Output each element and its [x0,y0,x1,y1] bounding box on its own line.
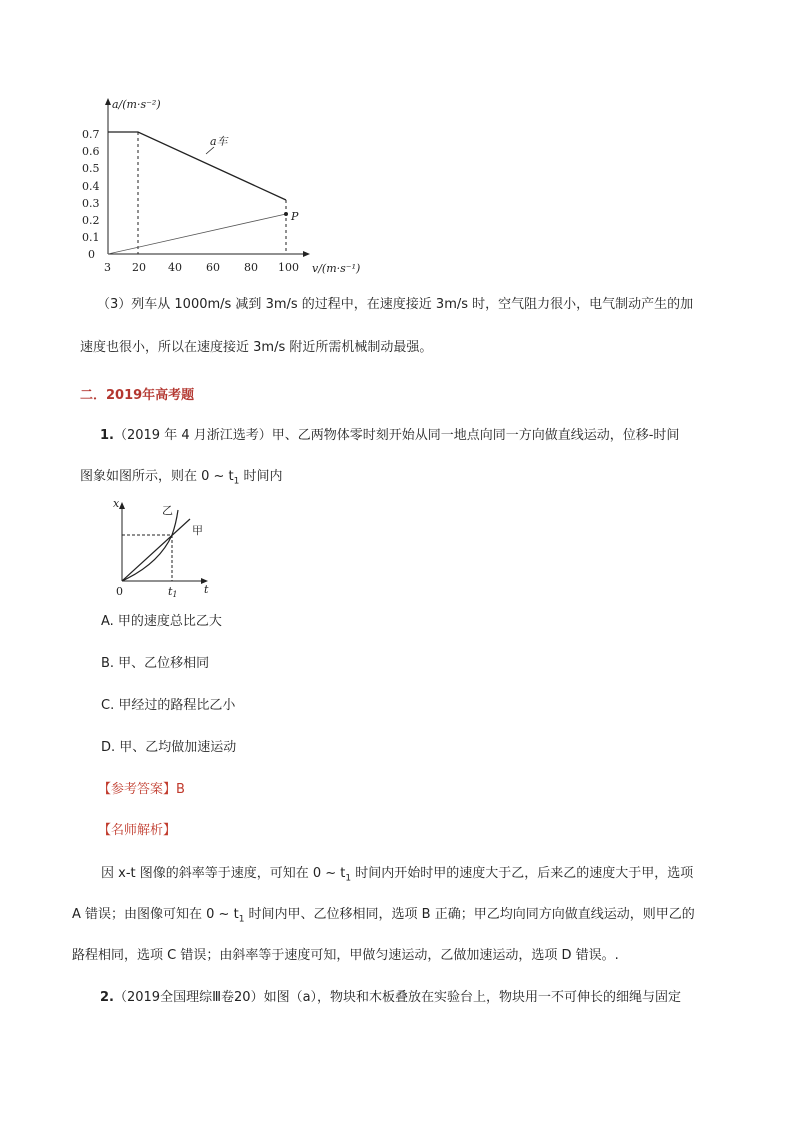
option-d: D. 甲、乙均做加速运动 [101,740,237,755]
analysis-line1 [101,864,693,889]
q1-stem-line2 [80,467,283,492]
analysis-line1-text: 因 x-t 图像的斜率等于速度，可知在 0 ~ t [101,866,346,881]
analysis-line3: 路程相同，选项 C 错误；由斜率等于速度可知，甲做匀速运动，乙做加速运动，选项 D 错误。. [72,948,619,963]
x-tick: 3 [104,261,111,274]
option-c: C. 甲经过的路程比乙小 [101,698,236,713]
y-axis-arrow [105,98,111,105]
analysis-line2-sub: 1 [238,914,245,925]
yi-curve [122,510,178,581]
analysis-line2-text: A 错误；由图像可知在 0 ~ t [72,907,239,922]
jia-line [122,519,190,581]
analysis-tag: 【名师解析】 [98,823,177,838]
y-tick: 0 [88,248,95,261]
analysis-line2 [72,905,695,930]
a-car-line [108,132,286,200]
para3-line1: （3）列车从 1000m/s 减到 3m/s 的过程中，在速度接近 3m/s 时，空气阻力很小，电气制动产生的加 [97,297,694,312]
point-p-label: P [291,210,299,223]
y-tick: 0.3 [82,197,100,210]
x-tick: 20 [132,261,146,274]
option-b: B. 甲、乙位移相同 [101,656,210,671]
x-axis-arrow [303,251,310,257]
analysis-line2-tail: 时间内甲、乙位移相同，选项 B 正确；甲乙均向同方向做直线运动，则甲乙的 [244,907,695,922]
x-label: x [113,497,120,510]
x-tick: 80 [244,261,258,274]
position-time-figure [104,494,224,602]
answer-value: B [176,782,185,797]
x-tick: 60 [206,261,220,274]
x-tick: 100 [278,261,299,274]
y-axis-label: a/(m·s⁻²) [112,98,161,111]
curve-label: a车 [210,135,228,148]
q1-stem-line2-sub: 1 [233,476,240,487]
analysis-line1-sub: 1 [345,873,352,884]
line-to-p [108,214,286,254]
q2-number: 2. [100,990,114,1005]
option-a: A. 甲的速度总比乙大 [101,614,222,629]
y-tick: 0.2 [82,214,100,227]
point-p [284,212,288,216]
q1-number: 1. [100,428,114,443]
origin-label: 0 [116,585,123,598]
t1-label: t1 [168,585,178,599]
y-tick: 0.7 [82,128,100,141]
answer-line [98,780,185,800]
t-label: t [204,583,209,596]
q1-stem-line1 [100,426,679,446]
x-tick: 40 [168,261,182,274]
y-tick: 0.4 [82,180,100,193]
curve-label-leader [206,147,214,154]
jia-label: 甲 [192,524,203,537]
q2-stem-line1 [100,988,681,1008]
x-axis-arrow [119,502,125,509]
y-tick: 0.1 [82,231,100,244]
x-axis-label: v/(m·s⁻¹) [312,262,361,275]
y-tick: 0.6 [82,145,100,158]
q2-stem-text: （2019全国理综Ⅲ卷20）如图（a），物块和木板叠放在实验台上，物块用一不可伸长的细绳与固定 [113,990,682,1005]
para3-line2: 速度也很小，所以在速度接近 3m/s 附近所需机械制动最强。 [80,340,433,355]
q1-stem-line2-text: 图象如图所示，则在 0 ~ t [80,469,234,484]
answer-tag: 【参考答案】 [98,782,177,797]
q1-stem-line2-tail: 时间内 [239,469,283,484]
yi-label: 乙 [162,504,173,517]
analysis-line1-tail: 时间内开始时甲的速度大于乙，后来乙的速度大于甲，选项 [351,866,694,881]
q1-stem-text: （2019 年 4 月浙江选考）甲、乙两物体零时刻开始从同一地点向同一方向做直线运动，位移-时间 [113,428,680,443]
acceleration-velocity-figure [78,94,378,280]
y-tick: 0.5 [82,162,100,175]
section-heading: 二．2019年高考题 [80,388,195,403]
